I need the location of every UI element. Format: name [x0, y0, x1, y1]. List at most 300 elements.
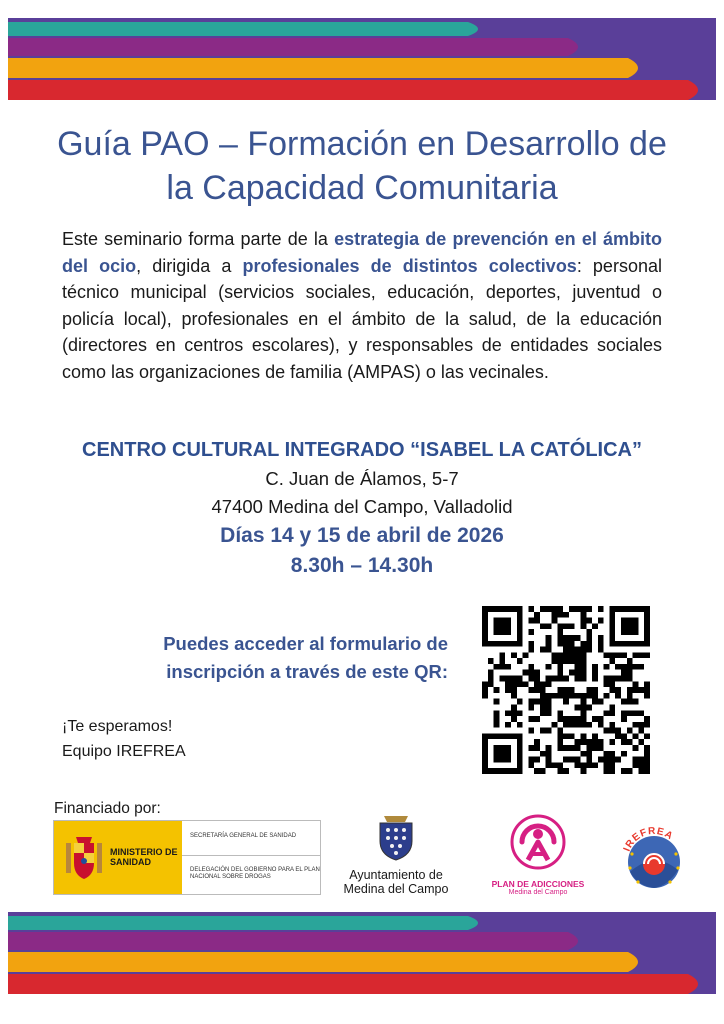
- qr-module: [598, 641, 604, 647]
- qr-module: [517, 629, 523, 635]
- ayuntamiento-logo: [338, 814, 454, 896]
- qr-module: [563, 716, 569, 722]
- qr-module: [598, 716, 604, 722]
- qr-module: [569, 693, 575, 699]
- qr-module: [586, 745, 592, 751]
- qr-module: [644, 757, 650, 763]
- qr-module: [575, 647, 581, 653]
- qr-module: [552, 618, 558, 624]
- qr-module: [638, 722, 644, 728]
- qr-module: [563, 768, 569, 774]
- qr-module: [552, 676, 558, 682]
- qr-module: [482, 641, 488, 647]
- qr-module: [580, 641, 586, 647]
- qr-module: [598, 722, 604, 728]
- qr-module: [534, 745, 540, 751]
- qr-module: [609, 768, 615, 774]
- qr-module: [580, 676, 586, 682]
- venue-name: CENTRO CULTURAL INTEGRADO “ISABEL LA CATÓLICA”: [82, 439, 642, 461]
- qr-module: [517, 618, 523, 624]
- qr-module: [569, 652, 575, 658]
- qr-module: [488, 658, 494, 664]
- qr-module: [609, 623, 615, 629]
- qr-module: [482, 757, 488, 763]
- qr-module: [534, 676, 540, 682]
- qr-module: [592, 664, 598, 670]
- qr-module: [592, 762, 598, 768]
- qr-module: [528, 745, 534, 751]
- qr-module: [598, 635, 604, 641]
- qr-module: [546, 641, 552, 647]
- qr-module: [604, 693, 610, 699]
- qr-module: [517, 623, 523, 629]
- irefrea-logo-icon: [616, 820, 692, 896]
- qr-module: [609, 710, 615, 716]
- qr-module: [563, 687, 569, 693]
- qr-module: [621, 652, 627, 658]
- qr-module: [633, 629, 639, 635]
- farewell-line-1: ¡Te esperamos!: [62, 718, 173, 735]
- qr-module: [609, 704, 615, 710]
- qr-module: [540, 647, 546, 653]
- qr-module: [621, 664, 627, 670]
- qr-module: [633, 681, 639, 687]
- qr-module: [540, 751, 546, 757]
- qr-module: [523, 670, 529, 676]
- qr-module: [627, 693, 633, 699]
- qr-module: [569, 658, 575, 664]
- qr-module: [586, 751, 592, 757]
- qr-module: [644, 635, 650, 641]
- qr-module: [580, 716, 586, 722]
- qr-module: [546, 647, 552, 653]
- qr-module: [627, 676, 633, 682]
- qr-module: [557, 623, 563, 629]
- qr-module: [494, 618, 500, 624]
- qr-module: [488, 676, 494, 682]
- qr-module: [517, 757, 523, 763]
- qr-module: [621, 670, 627, 676]
- qr-module: [609, 751, 615, 757]
- qr-module: [517, 612, 523, 618]
- qr-module: [505, 722, 511, 728]
- farewell: [62, 714, 186, 764]
- qr-module: [482, 606, 488, 612]
- qr-module: [482, 739, 488, 745]
- intro-text-3: : personal técnico municipal (servicios sociales, educación, deportes, juventud o policía local), profesionales en el ámbito de la salud, de la educación (directores en centros escolares), y responsables de entidades sociales como las organizaciones de familia (AMPAS) o las vecinales.: [62, 255, 662, 382]
- qr-module: [638, 606, 644, 612]
- qr-module: [546, 751, 552, 757]
- qr-module: [586, 757, 592, 763]
- qr-module: [604, 757, 610, 763]
- qr-module: [528, 676, 534, 682]
- qr-module: [627, 687, 633, 693]
- qr-module: [505, 676, 511, 682]
- qr-module: [604, 681, 610, 687]
- qr-module: [557, 693, 563, 699]
- qr-module: [586, 704, 592, 710]
- qr-module: [592, 623, 598, 629]
- qr-module: [557, 745, 563, 751]
- qr-module: [621, 676, 627, 682]
- qr-module: [621, 733, 627, 739]
- qr-module: [511, 681, 517, 687]
- bottom-banner: [8, 912, 716, 994]
- qr-module: [528, 606, 534, 612]
- qr-module: [609, 739, 615, 745]
- qr-module: [621, 618, 627, 624]
- qr-module: [569, 745, 575, 751]
- qr-module: [552, 693, 558, 699]
- qr-module: [517, 681, 523, 687]
- qr-module: [644, 618, 650, 624]
- qr-module: [644, 733, 650, 739]
- qr-module: [586, 687, 592, 693]
- ayuntamiento-line-2: Medina del Campo: [343, 882, 449, 896]
- qr-module: [598, 699, 604, 705]
- qr-module: [615, 687, 621, 693]
- venue-block: [30, 435, 694, 581]
- qr-module: [644, 652, 650, 658]
- qr-module: [482, 612, 488, 618]
- qr-module: [638, 739, 644, 745]
- qr-module: [494, 722, 500, 728]
- qr-module: [569, 757, 575, 763]
- qr-module: [638, 687, 644, 693]
- qr-module: [552, 606, 558, 612]
- qr-module: [557, 641, 563, 647]
- qr-module: [511, 704, 517, 710]
- qr-module: [627, 664, 633, 670]
- qr-module: [609, 635, 615, 641]
- qr-module: [569, 670, 575, 676]
- qr-module: [638, 762, 644, 768]
- qr-module: [580, 699, 586, 705]
- qr-module: [580, 652, 586, 658]
- qr-module: [592, 693, 598, 699]
- qr-module: [499, 658, 505, 664]
- qr-module: [540, 768, 546, 774]
- qr-module: [499, 618, 505, 624]
- qr-module: [546, 728, 552, 734]
- qr-module: [505, 623, 511, 629]
- qr-module: [627, 623, 633, 629]
- qr-module: [563, 623, 569, 629]
- qr-module: [592, 670, 598, 676]
- qr-module: [638, 757, 644, 763]
- intro-text-2: , dirigida a: [136, 255, 243, 276]
- qr-module: [644, 745, 650, 751]
- qr-module: [499, 676, 505, 682]
- qr-module: [546, 710, 552, 716]
- qr-module: [580, 722, 586, 728]
- secretaria-label: SECRETARÍA GENERAL DE SANIDAD: [190, 833, 297, 839]
- qr-module: [621, 739, 627, 745]
- qr-module: [540, 681, 546, 687]
- qr-module: [505, 710, 511, 716]
- qr-module: [609, 618, 615, 624]
- qr-module: [592, 699, 598, 705]
- qr-module: [580, 704, 586, 710]
- qr-module: [505, 618, 511, 624]
- delegacion-label: DELEGACIÓN DEL GOBIERNO PARA EL PLAN NACIONAL SOBRE DROGAS: [190, 867, 320, 880]
- venue-street: C. Juan de Álamos, 5-7: [265, 468, 459, 489]
- qr-module: [517, 722, 523, 728]
- qr-module: [627, 699, 633, 705]
- qr-module: [633, 664, 639, 670]
- qr-module: [644, 612, 650, 618]
- qr-module: [644, 629, 650, 635]
- qr-module: [482, 629, 488, 635]
- qr-module: [575, 762, 581, 768]
- top-banner: [8, 18, 716, 100]
- qr-module: [546, 762, 552, 768]
- qr-code-graphic: [482, 606, 650, 774]
- qr-module: [615, 652, 621, 658]
- qr-module: [563, 635, 569, 641]
- qr-module: [563, 658, 569, 664]
- qr-module: [534, 612, 540, 618]
- qr-module: [563, 733, 569, 739]
- qr-module: [609, 681, 615, 687]
- qr-module: [557, 676, 563, 682]
- qr-module: [505, 664, 511, 670]
- qr-module: [505, 641, 511, 647]
- qr-module: [528, 757, 534, 763]
- qr-module: [563, 612, 569, 618]
- qr-module: [580, 693, 586, 699]
- qr-module: [546, 664, 552, 670]
- qr-module: [505, 606, 511, 612]
- qr-module: [517, 733, 523, 739]
- qr-module: [633, 722, 639, 728]
- qr-module: [528, 762, 534, 768]
- qr-module: [627, 670, 633, 676]
- stripes-graphic: [8, 18, 716, 100]
- qr-module: [505, 629, 511, 635]
- qr-module: [615, 641, 621, 647]
- qr-module: [557, 768, 563, 774]
- qr-module: [540, 704, 546, 710]
- qr-module: [528, 664, 534, 670]
- qr-module: [488, 670, 494, 676]
- qr-module: [546, 745, 552, 751]
- qr-code-icon[interactable]: [482, 606, 650, 774]
- ministry-logo-left: [54, 821, 182, 894]
- qr-module: [586, 693, 592, 699]
- qr-module: [609, 762, 615, 768]
- qr-module: [644, 693, 650, 699]
- qr-module: [534, 618, 540, 624]
- qr-module: [598, 739, 604, 745]
- qr-module: [621, 606, 627, 612]
- qr-module: [592, 687, 598, 693]
- qr-module: [528, 670, 534, 676]
- qr-module: [563, 745, 569, 751]
- qr-module: [563, 757, 569, 763]
- ministry-logo-right: [182, 821, 320, 894]
- ministry-divider: [182, 855, 320, 856]
- qr-module: [499, 768, 505, 774]
- qr-module: [488, 768, 494, 774]
- spain-coat-of-arms-icon: [64, 835, 104, 881]
- qr-module: [499, 652, 505, 658]
- qr-module: [575, 658, 581, 664]
- qr-module: [615, 676, 621, 682]
- qr-module: [644, 623, 650, 629]
- qr-module: [557, 664, 563, 670]
- qr-module: [580, 768, 586, 774]
- qr-module: [638, 710, 644, 716]
- qr-module: [482, 618, 488, 624]
- qr-module: [557, 606, 563, 612]
- qr-module: [575, 635, 581, 641]
- qr-module: [586, 739, 592, 745]
- qr-module: [540, 710, 546, 716]
- intro-highlight-2: profesionales de distintos colectivos: [242, 255, 577, 276]
- qr-module: [482, 693, 488, 699]
- qr-module: [517, 641, 523, 647]
- qr-module: [569, 716, 575, 722]
- qr-module: [517, 768, 523, 774]
- qr-prompt-line-2: inscripción a través de este QR:: [166, 661, 448, 682]
- qr-module: [494, 733, 500, 739]
- qr-module: [569, 635, 575, 641]
- qr-module: [598, 618, 604, 624]
- qr-module: [546, 623, 552, 629]
- qr-module: [499, 664, 505, 670]
- qr-module: [644, 722, 650, 728]
- qr-module: [575, 757, 581, 763]
- qr-module: [552, 658, 558, 664]
- venue-city: 47400 Medina del Campo, Valladolid: [211, 496, 513, 517]
- qr-module: [546, 693, 552, 699]
- intro-text-1: Este seminario forma parte de la: [62, 229, 335, 249]
- qr-module: [592, 739, 598, 745]
- qr-module: [540, 606, 546, 612]
- stripes-graphic-bottom: [8, 912, 716, 994]
- qr-module: [540, 623, 546, 629]
- qr-module: [604, 728, 610, 734]
- qr-module: [494, 710, 500, 716]
- qr-module: [546, 681, 552, 687]
- qr-module: [563, 693, 569, 699]
- qr-module: [557, 612, 563, 618]
- qr-module: [528, 641, 534, 647]
- qr-module: [580, 664, 586, 670]
- qr-module: [644, 641, 650, 647]
- qr-prompt: [110, 630, 448, 686]
- qr-prompt-line-1: Puedes acceder al formulario de: [163, 633, 448, 654]
- qr-module: [546, 606, 552, 612]
- qr-module: [528, 704, 534, 710]
- farewell-line-2: Equipo IREFREA: [62, 743, 186, 760]
- qr-module: [511, 733, 517, 739]
- qr-module: [633, 623, 639, 629]
- qr-module: [517, 751, 523, 757]
- qr-module: [609, 652, 615, 658]
- qr-module: [615, 728, 621, 734]
- qr-module: [494, 716, 500, 722]
- plan-title: PLAN DE ADICCIONES: [491, 879, 585, 889]
- qr-module: [528, 629, 534, 635]
- qr-module: [633, 687, 639, 693]
- qr-module: [621, 629, 627, 635]
- qr-module: [627, 728, 633, 734]
- qr-module: [644, 687, 650, 693]
- qr-module: [580, 658, 586, 664]
- qr-module: [482, 745, 488, 751]
- qr-module: [534, 768, 540, 774]
- qr-module: [511, 687, 517, 693]
- title-line-2: la Capacidad Comunitaria: [166, 169, 558, 207]
- qr-module: [580, 612, 586, 618]
- qr-module: [517, 635, 523, 641]
- qr-module: [511, 606, 517, 612]
- qr-module: [609, 606, 615, 612]
- qr-module: [575, 704, 581, 710]
- qr-module: [540, 728, 546, 734]
- qr-module: [598, 647, 604, 653]
- qr-module: [557, 728, 563, 734]
- qr-module: [546, 704, 552, 710]
- qr-module: [528, 687, 534, 693]
- qr-module: [534, 681, 540, 687]
- qr-module: [580, 647, 586, 653]
- qr-module: [609, 641, 615, 647]
- qr-module: [644, 606, 650, 612]
- qr-module: [528, 699, 534, 705]
- qr-module: [621, 751, 627, 757]
- qr-module: [505, 733, 511, 739]
- qr-module: [511, 676, 517, 682]
- qr-module: [638, 652, 644, 658]
- qr-module: [609, 676, 615, 682]
- qr-module: [557, 762, 563, 768]
- qr-module: [592, 676, 598, 682]
- ayuntamiento-label: [338, 868, 454, 896]
- qr-module: [569, 722, 575, 728]
- qr-module: [517, 676, 523, 682]
- qr-module: [557, 687, 563, 693]
- qr-module: [517, 606, 523, 612]
- qr-module: [511, 641, 517, 647]
- qr-module: [517, 699, 523, 705]
- qr-module: [609, 728, 615, 734]
- qr-module: [557, 652, 563, 658]
- qr-module: [575, 664, 581, 670]
- qr-module: [488, 606, 494, 612]
- qr-module: [609, 687, 615, 693]
- qr-module: [569, 687, 575, 693]
- qr-module: [511, 716, 517, 722]
- qr-module: [609, 612, 615, 618]
- qr-module: [627, 739, 633, 745]
- qr-module: [494, 768, 500, 774]
- medina-shield-icon: [376, 814, 416, 862]
- qr-module: [580, 751, 586, 757]
- qr-module: [604, 652, 610, 658]
- qr-module: [528, 647, 534, 653]
- qr-module: [644, 751, 650, 757]
- qr-module: [517, 745, 523, 751]
- plan-adicciones-logo: [478, 814, 598, 897]
- qr-module: [499, 606, 505, 612]
- event-dates: Días 14 y 15 de abril de 2026: [220, 524, 504, 547]
- qr-module: [575, 676, 581, 682]
- qr-module: [494, 699, 500, 705]
- qr-module: [580, 762, 586, 768]
